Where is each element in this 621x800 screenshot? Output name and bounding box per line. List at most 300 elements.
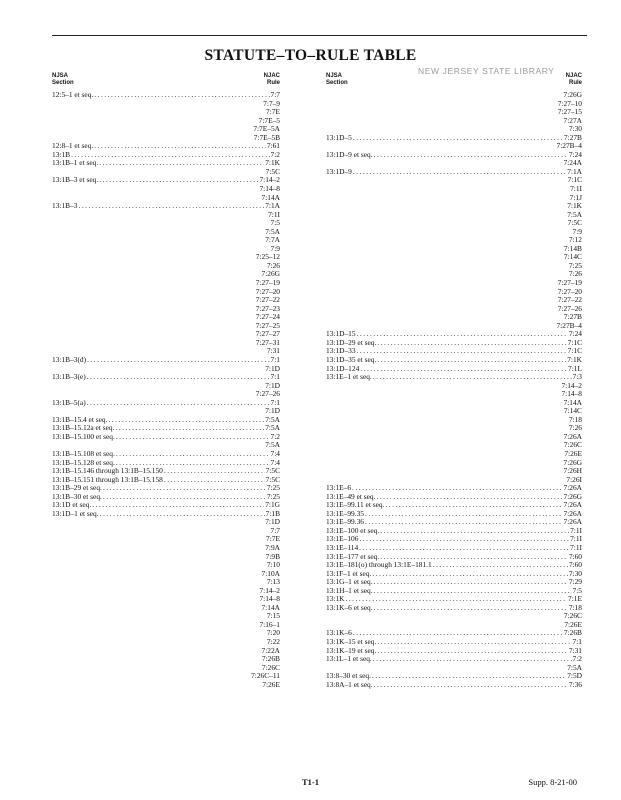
table-row [326, 510, 582, 519]
dot-leader [374, 681, 568, 690]
njac-rule: 7:26 [568, 269, 582, 279]
njsa-section: 13:1D–33 [326, 346, 356, 356]
njac-rule: 7:26C–11 [251, 671, 280, 681]
njac-rule: 7:26B [261, 654, 280, 664]
njac-rule: 7:1D [265, 363, 280, 373]
njsa-section: 13:1B–15.128 et seq. [52, 457, 115, 467]
table-row [326, 322, 582, 331]
dot-leader [377, 638, 571, 647]
njac-rule: 7:1I [570, 542, 582, 552]
dot-leader [385, 501, 562, 510]
njsa-section: 13:1H–1 et seq. [326, 585, 373, 595]
table-row [326, 270, 582, 279]
table-row [52, 339, 280, 348]
dot-leader [352, 484, 562, 493]
table-row [326, 356, 582, 365]
table-row [326, 527, 582, 536]
njsa-section: 13:1D et seq. [52, 500, 92, 510]
table-row [326, 159, 582, 168]
table-row [52, 647, 280, 656]
table-row [326, 373, 582, 382]
table-row [52, 621, 280, 630]
njac-rule: 7:5A [265, 226, 280, 236]
njac-rule: 7:13 [266, 577, 280, 587]
njac-rule: 7:1C [567, 175, 582, 185]
njac-rule: 7:29 [568, 577, 582, 587]
table-row [326, 245, 582, 254]
njsa-section: 13:1B–15.100 et seq. [52, 431, 115, 441]
table-row [52, 142, 280, 151]
njac-rule: 7:27B [563, 132, 582, 142]
table-row [326, 476, 582, 485]
njsa-section: 13:1E–49 et seq. [326, 491, 376, 501]
dot-leader [374, 604, 568, 613]
njac-rule: 7:27–19 [255, 278, 280, 288]
njac-rule: 7:24 [568, 329, 582, 339]
left-column-header [52, 73, 280, 91]
njac-rule: 7:7A [265, 235, 280, 245]
table-row [52, 108, 280, 117]
table-row [326, 433, 582, 442]
table-row [326, 219, 582, 228]
njac-rule: 7:7E [266, 534, 280, 544]
njsa-section: 13:1F–1 et seq. [326, 568, 372, 578]
njac-rule: 7:14–8 [259, 184, 280, 194]
njac-rule: 7:5D [567, 671, 582, 681]
njac-rule: 7:26A [563, 500, 582, 510]
table-row [326, 407, 582, 416]
left-header-njac: NJAC [263, 73, 280, 79]
dot-leader [100, 510, 265, 519]
table-row [52, 595, 280, 604]
table-row [326, 681, 582, 690]
njac-rule: 7:14–8 [561, 389, 582, 399]
table-row [52, 587, 280, 596]
njac-rule: 7:25 [266, 483, 280, 493]
njsa-section: 13:1B–15.151 through 13:1B–15.158 [52, 474, 163, 484]
njac-rule: 7:7E–5B [253, 132, 280, 142]
njac-rule: 7:18 [568, 414, 582, 424]
njac-rule: 7:7 [270, 90, 280, 99]
dot-leader [353, 134, 563, 143]
njac-rule: 7:5A [265, 440, 280, 450]
dot-leader [103, 493, 266, 502]
table-row [52, 612, 280, 621]
table-row [326, 134, 582, 143]
njac-rule: 7:26A [563, 483, 582, 493]
dot-leader [78, 202, 264, 211]
njac-rule: 7:27B [563, 312, 582, 322]
njsa-section: 13:1K–6 [326, 628, 352, 638]
njac-rule: 7:1E [568, 594, 582, 604]
njac-rule: 7:36 [568, 679, 582, 689]
left-header-section: Section [52, 80, 74, 86]
dot-leader [108, 416, 264, 425]
dot-leader [359, 544, 569, 553]
right-header-rule: Rule [568, 80, 582, 86]
njsa-section: 13:1D–15 [326, 329, 356, 339]
njac-rule: 7:1 [572, 637, 582, 646]
njsa-section: 13:1B–3 et seq. [52, 175, 99, 185]
table-row [52, 202, 280, 211]
njac-rule: 7:1I [570, 184, 582, 194]
njac-rule: 7:7E–5A [253, 124, 280, 134]
njac-rule: 7:25 [568, 260, 582, 270]
right-header-njac: NJAC [565, 73, 582, 79]
njac-rule: 7:27–23 [255, 303, 280, 313]
dot-leader [376, 493, 562, 502]
left-table-rows [52, 91, 280, 689]
table-row [52, 553, 280, 562]
njsa-section: 13:1K–6 et seq. [326, 602, 373, 612]
njsa-section: 13:1E–99.36 [326, 517, 364, 527]
njac-rule: 7:26E [564, 448, 582, 458]
dot-leader [374, 578, 568, 587]
njac-rule: 7:5 [572, 585, 582, 595]
njsa-section: 13:1K–15 et seq. [326, 637, 377, 646]
table-row [52, 211, 280, 220]
njac-rule: 7:26G [563, 457, 582, 467]
njac-rule: 7:1I [570, 525, 582, 535]
njac-rule: 7:27–26 [557, 303, 582, 313]
njsa-section: 12:5–1 et seq. [52, 90, 94, 99]
dot-leader [353, 168, 566, 177]
njac-rule: 7:5A [265, 414, 280, 424]
table-row [326, 202, 582, 211]
table-row [326, 339, 582, 348]
njac-rule: 7:20 [266, 628, 280, 638]
njac-rule: 7:27–25 [255, 320, 280, 330]
table-row [52, 347, 280, 356]
right-table-rows [326, 91, 582, 689]
table-row [326, 416, 582, 425]
njac-rule: 7:14C [563, 406, 582, 416]
table-row [326, 125, 582, 134]
njac-rule: 7:9 [572, 226, 582, 236]
njac-rule: 7:1A [265, 201, 280, 211]
njac-rule: 7:10 [266, 560, 280, 570]
table-row [326, 604, 582, 613]
dot-leader [164, 467, 265, 476]
table-row [326, 279, 582, 288]
table-row [326, 621, 582, 630]
right-header-section: Section [326, 80, 348, 86]
table-row [326, 612, 582, 621]
njac-rule: 7:27–26 [255, 389, 280, 399]
dot-leader [94, 91, 269, 100]
njac-rule: 7:1 [270, 372, 280, 382]
njac-rule: 7:9B [265, 551, 280, 561]
njac-rule: 7:60 [568, 551, 582, 561]
njsa-section: 12:8–1 et seq. [52, 141, 94, 151]
njac-rule: 7:1A [567, 166, 582, 176]
table-row [326, 91, 582, 100]
table-row [326, 459, 582, 468]
dot-leader [359, 535, 569, 544]
njac-rule: 7:4 [270, 457, 280, 467]
table-row [52, 672, 280, 681]
njsa-section: 13:1K [326, 594, 345, 604]
njac-rule: 7:26B [563, 628, 582, 638]
njac-rule: 7:22 [266, 637, 280, 646]
njac-rule: 7:26 [266, 260, 280, 270]
njsa-section: 13:1E–177 et seq. [326, 551, 380, 561]
njac-rule: 7:26C [563, 611, 582, 621]
njac-rule: 7:14A [261, 192, 280, 202]
right-header-njsa: NJSA [326, 73, 343, 79]
table-row [326, 185, 582, 194]
njac-rule: 7:27–10 [557, 98, 582, 108]
njac-rule: 7:10A [261, 568, 280, 578]
dot-leader [373, 373, 572, 382]
njac-rule: 7:27–27 [255, 329, 280, 339]
njac-rule: 7:14–8 [259, 594, 280, 604]
table-row [326, 236, 582, 245]
table-row [326, 390, 582, 399]
njac-rule: 7:9 [270, 243, 280, 253]
njsa-section: 13:1B–1 et seq. [52, 158, 99, 168]
njsa-section: 13:1B–3(e) [52, 372, 86, 382]
table-row [52, 518, 280, 527]
njac-rule: 7:30 [568, 124, 582, 134]
dot-leader [87, 399, 270, 408]
table-row [326, 382, 582, 391]
table-row [326, 501, 582, 510]
table-row [52, 638, 280, 647]
table-row [326, 296, 582, 305]
dot-leader [87, 356, 269, 365]
table-row [326, 313, 582, 322]
table-row [52, 228, 280, 237]
njac-rule: 7:1D [265, 517, 280, 527]
library-watermark: NEW JERSEY STATE LIBRARY [418, 66, 555, 76]
njac-rule: 7:27–20 [255, 286, 280, 296]
dot-leader [71, 151, 269, 160]
table-row [52, 390, 280, 399]
njac-rule: 7:26C [261, 662, 280, 672]
njsa-section: 13:1B–15.12a et seq. [52, 423, 115, 433]
table-row [326, 535, 582, 544]
njac-rule: 7:2 [270, 431, 280, 441]
dot-leader [433, 561, 568, 570]
njsa-section: 13:1B–3(d) [52, 354, 87, 364]
njsa-section: 13:1B–5(a) [52, 397, 86, 407]
njac-rule: 7:30 [568, 568, 582, 578]
dot-leader [345, 595, 567, 604]
table-row [326, 262, 582, 271]
njac-rule: 7:26G [563, 90, 582, 99]
table-row [52, 544, 280, 553]
dot-leader [377, 356, 566, 365]
njac-rule: 7:5C [265, 466, 280, 476]
dot-leader [99, 176, 258, 185]
njac-rule: 7:7–9 [263, 98, 280, 108]
njsa-section: 13:1D–1 et seq. [52, 508, 99, 518]
njac-rule: 7:1C [567, 337, 582, 347]
njac-rule: 7:26 [568, 423, 582, 433]
njac-rule: 7:14A [261, 602, 280, 612]
table-row [52, 365, 280, 374]
njsa-section: 13:1D–35 et seq. [326, 354, 377, 364]
table-row [326, 450, 582, 459]
njac-rule: 7:2 [270, 149, 280, 159]
njac-rule: 7:14–2 [259, 585, 280, 595]
njac-rule: 7:7 [270, 525, 280, 535]
table-row [52, 91, 280, 100]
njac-rule: 7:9A [265, 542, 280, 552]
right-column-header [326, 73, 582, 91]
table-row [52, 382, 280, 391]
table-row [326, 655, 582, 664]
table-row [52, 535, 280, 544]
table-row [326, 424, 582, 433]
dot-leader [374, 151, 568, 160]
table-row [52, 664, 280, 673]
table-row [326, 194, 582, 203]
dot-leader [164, 476, 265, 485]
dot-leader [380, 527, 569, 536]
table-row [52, 578, 280, 587]
njac-rule: 7:1J [569, 192, 582, 202]
table-row [52, 604, 280, 613]
njac-rule: 7:26E [262, 679, 280, 689]
dot-leader [103, 484, 266, 493]
njsa-section: 13:1B–3 [52, 201, 78, 211]
table-row [52, 219, 280, 228]
njac-rule: 7:25 [266, 491, 280, 501]
njac-rule: 7:27A [563, 115, 582, 125]
table-row [52, 100, 280, 109]
table-row [52, 176, 280, 185]
njac-rule: 7:18 [568, 602, 582, 612]
njac-rule: 7:7E [266, 107, 280, 117]
njac-rule: 7:1 [270, 354, 280, 364]
table-row [52, 262, 280, 271]
table-row [52, 313, 280, 322]
njac-rule: 7:27B–4 [556, 320, 582, 330]
left-header-rule: Rule [266, 80, 280, 86]
table-row [326, 176, 582, 185]
dot-leader [360, 365, 567, 374]
table-row [52, 296, 280, 305]
njac-rule: 7:26A [563, 517, 582, 527]
table-row [326, 399, 582, 408]
table-row [326, 305, 582, 314]
njac-rule: 7:1 [270, 397, 280, 407]
njac-rule: 7:14B [563, 243, 582, 253]
njac-rule: 7:3 [572, 372, 582, 382]
table-row [326, 441, 582, 450]
njsa-section: 13:1E–99.35 [326, 508, 364, 518]
dot-leader [374, 587, 572, 596]
njac-rule: 7:1I [570, 534, 582, 544]
njac-rule: 7:27–20 [557, 286, 582, 296]
njsa-section: 13:1B–15.4 et seq. [52, 414, 108, 424]
table-row [326, 168, 582, 177]
table-row [52, 125, 280, 134]
njac-rule: 7:5C [265, 474, 280, 484]
table-row [52, 270, 280, 279]
njsa-section: 13:8A–1 et seq. [326, 679, 373, 689]
njac-rule: 7:2 [572, 654, 582, 664]
njsa-section: 13:1B [52, 149, 71, 159]
njac-rule: 7:1I [268, 209, 280, 219]
supplement-date: Supp. 8-21-00 [528, 777, 577, 787]
dot-leader [365, 510, 563, 519]
njac-rule: 7:26A [563, 508, 582, 518]
njac-rule: 7:1L [568, 363, 582, 373]
njsa-section: 13:1E–106 [326, 534, 359, 544]
table-row [52, 236, 280, 245]
table-row [52, 330, 280, 339]
dot-leader [115, 424, 264, 433]
dot-leader [357, 347, 567, 356]
dot-leader [116, 450, 270, 459]
njac-rule: 7:26A [563, 431, 582, 441]
dot-leader [377, 339, 566, 348]
dot-leader [94, 142, 266, 151]
njac-rule: 7:7E–5 [258, 115, 280, 125]
table-row [52, 245, 280, 254]
table-row [52, 433, 280, 442]
njsa-section: 13:1B–29 et seq. [52, 483, 102, 493]
njac-rule: 7:22A [261, 645, 280, 655]
njsa-section: 13:1D–5 [326, 132, 352, 142]
njsa-section: 13:1B–15.146 through 13:1B–15.150 [52, 466, 163, 476]
njac-rule: 7:5C [567, 218, 582, 228]
njac-rule: 7:24 [568, 149, 582, 159]
table-row [326, 151, 582, 160]
table-row [52, 527, 280, 536]
njac-rule: 7:1K [567, 354, 582, 364]
njsa-section: 13:1E–100 et seq. [326, 525, 380, 535]
njac-rule: 7:27–15 [557, 107, 582, 117]
table-row [326, 587, 582, 596]
table-row [52, 681, 280, 690]
dot-leader [99, 159, 264, 168]
njsa-section: 13:1E–114 [326, 542, 359, 552]
table-row [52, 305, 280, 314]
njac-rule: 7:1G [265, 500, 280, 510]
njac-rule: 7:1B [265, 508, 280, 518]
njsa-section: 13:1B–30 et seq. [52, 491, 102, 501]
njac-rule: 7:27–31 [255, 337, 280, 347]
table-row [52, 185, 280, 194]
njac-rule: 7:1K [265, 158, 280, 168]
table-row [52, 322, 280, 331]
njsa-section: 13:1D–29 et seq. [326, 337, 377, 347]
njac-rule: 7:14C [563, 252, 582, 262]
njac-rule: 7:27–24 [255, 312, 280, 322]
njac-rule: 7:24A [563, 158, 582, 168]
dot-leader [372, 672, 566, 681]
table-row [52, 194, 280, 203]
njac-rule: 7:26H [563, 466, 582, 476]
njac-rule: 7:26I [566, 474, 582, 484]
table-row [52, 655, 280, 664]
njac-rule: 7:5 [270, 218, 280, 228]
njac-rule: 7:25–12 [255, 252, 280, 262]
table-row [52, 253, 280, 262]
njac-rule: 7:5A [265, 423, 280, 433]
njac-rule: 7:14A [563, 397, 582, 407]
njac-rule: 7:5A [567, 662, 582, 672]
table-row [326, 117, 582, 126]
table-row [52, 399, 280, 408]
njac-rule: 7:26G [563, 491, 582, 501]
njsa-section: 13:1E–6 [326, 483, 352, 493]
njsa-section: 13:1E–99.11 et seq. [326, 500, 385, 510]
